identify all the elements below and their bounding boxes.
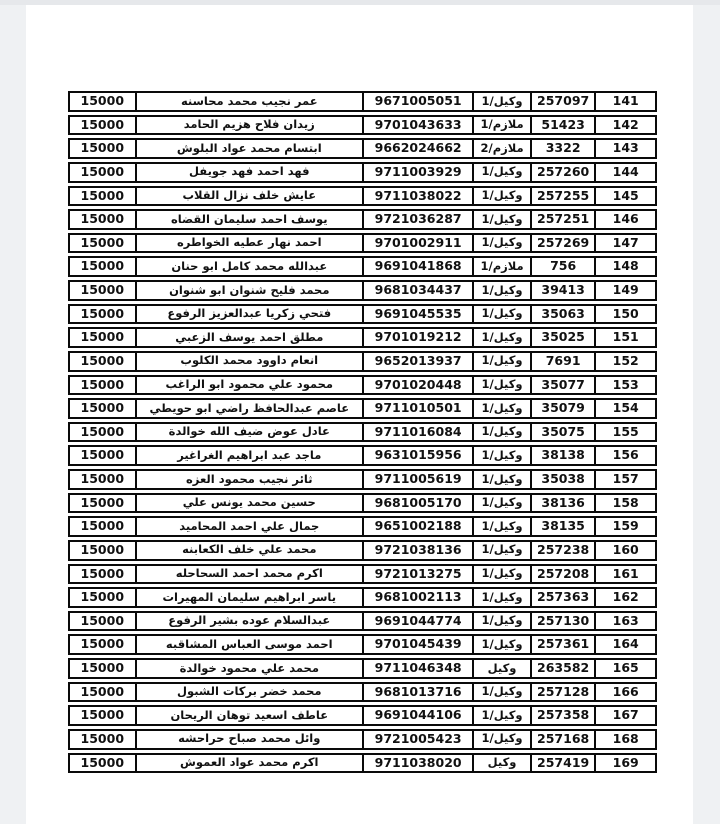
cell-id-number: 51423 bbox=[530, 117, 595, 134]
cell-rank: وكيل/1 bbox=[472, 447, 530, 464]
table-row bbox=[68, 469, 657, 490]
table-row bbox=[68, 351, 657, 372]
cell-rank: وكيل bbox=[472, 755, 530, 772]
cell-rank: وكيل/1 bbox=[472, 353, 530, 370]
table-row bbox=[68, 115, 657, 136]
cell-name: مطلق احمد يوسف الزعبي bbox=[135, 329, 362, 346]
cell-rank: وكيل/1 bbox=[472, 542, 530, 559]
table-row bbox=[68, 540, 657, 561]
cell-serial: 165 bbox=[594, 660, 655, 677]
cell-name: عاطف اسعيد توهان الريحان bbox=[135, 707, 362, 724]
cell-serial: 156 bbox=[594, 447, 655, 464]
cell-rank: وكيل bbox=[472, 660, 530, 677]
table-row bbox=[68, 280, 657, 301]
cell-id-number: 257128 bbox=[530, 684, 595, 701]
document-page bbox=[26, 5, 693, 824]
cell-rank: وكيل/1 bbox=[472, 306, 530, 323]
cell-id-number: 257358 bbox=[530, 707, 595, 724]
cell-amount: 15000 bbox=[80, 400, 125, 416]
cell-service-number: 9701020448 bbox=[362, 377, 472, 394]
table-row bbox=[68, 304, 657, 325]
cell-name: محمود علي محمود ابو الراغب bbox=[135, 377, 362, 394]
cell-rank: وكيل/1 bbox=[472, 329, 530, 346]
cell-name: محمد خضر بركات الشبول bbox=[135, 684, 362, 701]
cell-rank: وكيل/1 bbox=[472, 518, 530, 535]
cell-rank: وكيل/1 bbox=[472, 235, 530, 252]
cell-amount: 15000 bbox=[80, 352, 125, 368]
cell-service-number: 9701043633 bbox=[362, 117, 472, 134]
cell-service-number: 9711003929 bbox=[362, 164, 472, 181]
table-row bbox=[68, 658, 657, 679]
cell-serial: 150 bbox=[594, 306, 655, 323]
cell-service-number: 9721013275 bbox=[362, 566, 472, 583]
table-row bbox=[68, 422, 657, 443]
cell-service-number: 9721038136 bbox=[362, 542, 472, 559]
cell-rank: وكيل/1 bbox=[472, 93, 530, 110]
cell-amount: 15000 bbox=[80, 754, 125, 770]
cell-amount: 15000 bbox=[80, 707, 125, 723]
cell-serial: 166 bbox=[594, 684, 655, 701]
cell-name: اكرم محمد احمد السحاحله bbox=[135, 566, 362, 583]
cell-serial: 164 bbox=[594, 636, 655, 653]
cell-serial: 159 bbox=[594, 518, 655, 535]
cell-name: وائل محمد صباح حراحشه bbox=[135, 731, 362, 748]
cell-service-number: 9671005051 bbox=[362, 93, 472, 110]
cell-id-number: 257251 bbox=[530, 211, 595, 228]
table-row bbox=[68, 634, 657, 655]
cell-service-number: 9711038020 bbox=[362, 755, 472, 772]
cell-name: احمد نهار عطيه الخواطره bbox=[135, 235, 362, 252]
cell-name: عاصم عبدالحافظ راضي ابو حويطي bbox=[135, 400, 362, 417]
cell-name: محمد فليح شنوان ابو شنوان bbox=[135, 282, 362, 299]
cell-id-number: 257208 bbox=[530, 566, 595, 583]
cell-amount: 15000 bbox=[80, 376, 125, 392]
cell-amount: 15000 bbox=[80, 282, 125, 298]
cell-name: عبدالله محمد كامل ابو حنان bbox=[135, 258, 362, 275]
cell-amount: 15000 bbox=[80, 234, 125, 250]
cell-id-number: 756 bbox=[530, 258, 595, 275]
cell-name: ماجد عبد ابراهيم الغراغير bbox=[135, 447, 362, 464]
cell-id-number: 257361 bbox=[530, 636, 595, 653]
cell-amount: 15000 bbox=[80, 589, 125, 605]
cell-name: انعام داوود محمد الكلوب bbox=[135, 353, 362, 370]
cell-rank: وكيل/1 bbox=[472, 424, 530, 441]
cell-serial: 168 bbox=[594, 731, 655, 748]
cell-name: ياسر ابراهيم سليمان المهيرات bbox=[135, 589, 362, 606]
cell-name: فهد احمد فهد جويفل bbox=[135, 164, 362, 181]
cell-rank: ملازم/1 bbox=[472, 258, 530, 275]
cell-service-number: 9711046348 bbox=[362, 660, 472, 677]
cell-serial: 163 bbox=[594, 613, 655, 630]
cell-rank: ملازم/1 bbox=[472, 117, 530, 134]
cell-service-number: 9721005423 bbox=[362, 731, 472, 748]
cell-serial: 153 bbox=[594, 377, 655, 394]
cell-rank: وكيل/1 bbox=[472, 188, 530, 205]
cell-id-number: 39413 bbox=[530, 282, 595, 299]
cell-name: عادل عوض ضيف الله خوالدة bbox=[135, 424, 362, 441]
cell-service-number: 9701045439 bbox=[362, 636, 472, 653]
cell-name: زيدان فلاح هزيم الحامد bbox=[135, 117, 362, 134]
cell-name: جمال علي احمد المحاميد bbox=[135, 518, 362, 535]
cell-id-number: 263582 bbox=[530, 660, 595, 677]
cell-amount: 15000 bbox=[80, 116, 125, 132]
cell-id-number: 257168 bbox=[530, 731, 595, 748]
cell-id-number: 257255 bbox=[530, 188, 595, 205]
table-row bbox=[68, 753, 657, 774]
cell-service-number: 9701002911 bbox=[362, 235, 472, 252]
cell-serial: 154 bbox=[594, 400, 655, 417]
cell-serial: 147 bbox=[594, 235, 655, 252]
table-row bbox=[68, 445, 657, 466]
roster-table bbox=[68, 91, 657, 776]
table-row bbox=[68, 564, 657, 585]
cell-rank: وكيل/1 bbox=[472, 164, 530, 181]
table-row bbox=[68, 138, 657, 159]
cell-name: ابتسام محمد عواد البلوش bbox=[135, 140, 362, 157]
cell-serial: 158 bbox=[594, 495, 655, 512]
table-row bbox=[68, 186, 657, 207]
cell-serial: 143 bbox=[594, 140, 655, 157]
cell-service-number: 9681005170 bbox=[362, 495, 472, 512]
cell-id-number: 257363 bbox=[530, 589, 595, 606]
cell-service-number: 9691041868 bbox=[362, 258, 472, 275]
cell-id-number: 35063 bbox=[530, 306, 595, 323]
cell-id-number: 257130 bbox=[530, 613, 595, 630]
table-row bbox=[68, 233, 657, 254]
cell-rank: وكيل/1 bbox=[472, 495, 530, 512]
cell-amount: 15000 bbox=[80, 329, 125, 345]
table-row bbox=[68, 398, 657, 419]
cell-amount: 15000 bbox=[80, 660, 125, 676]
cell-amount: 15000 bbox=[80, 187, 125, 203]
cell-name: محمد علي خلف الكعابنه bbox=[135, 542, 362, 559]
table-row bbox=[68, 587, 657, 608]
cell-serial: 148 bbox=[594, 258, 655, 275]
cell-serial: 167 bbox=[594, 707, 655, 724]
cell-rank: وكيل/1 bbox=[472, 471, 530, 488]
cell-rank: وكيل/1 bbox=[472, 566, 530, 583]
cell-id-number: 257419 bbox=[530, 755, 595, 772]
cell-service-number: 9711016084 bbox=[362, 424, 472, 441]
cell-service-number: 9701019212 bbox=[362, 329, 472, 346]
cell-service-number: 9711010501 bbox=[362, 400, 472, 417]
cell-amount: 15000 bbox=[80, 683, 125, 699]
cell-id-number: 35079 bbox=[530, 400, 595, 417]
cell-name: حسين محمد يونس علي bbox=[135, 495, 362, 512]
cell-name: فتحي زكريا عبدالعزيز الرفوع bbox=[135, 306, 362, 323]
cell-service-number: 9711005619 bbox=[362, 471, 472, 488]
cell-service-number: 9691045535 bbox=[362, 306, 472, 323]
table-row bbox=[68, 705, 657, 726]
cell-id-number: 257238 bbox=[530, 542, 595, 559]
table-row bbox=[68, 682, 657, 703]
cell-serial: 144 bbox=[594, 164, 655, 181]
cell-amount: 15000 bbox=[80, 541, 125, 557]
table-row bbox=[68, 91, 657, 112]
table-row bbox=[68, 516, 657, 537]
cell-rank: ملازم/2 bbox=[472, 140, 530, 157]
cell-rank: وكيل/1 bbox=[472, 731, 530, 748]
cell-id-number: 257097 bbox=[530, 93, 595, 110]
cell-serial: 149 bbox=[594, 282, 655, 299]
cell-name: عمر نجيب محمد محاسنه bbox=[135, 93, 362, 110]
cell-service-number: 9631015956 bbox=[362, 447, 472, 464]
cell-rank: وكيل/1 bbox=[472, 377, 530, 394]
cell-serial: 145 bbox=[594, 188, 655, 205]
table-row bbox=[68, 256, 657, 277]
cell-amount: 15000 bbox=[80, 423, 125, 439]
cell-amount: 15000 bbox=[80, 211, 125, 227]
cell-amount: 15000 bbox=[80, 163, 125, 179]
cell-serial: 151 bbox=[594, 329, 655, 346]
cell-name: اكرم محمد عواد العموش bbox=[135, 755, 362, 772]
cell-service-number: 9691044106 bbox=[362, 707, 472, 724]
cell-serial: 142 bbox=[594, 117, 655, 134]
table-row bbox=[68, 209, 657, 230]
cell-amount: 15000 bbox=[80, 140, 125, 156]
cell-serial: 146 bbox=[594, 211, 655, 228]
cell-rank: وكيل/1 bbox=[472, 211, 530, 228]
cell-service-number: 9662024662 bbox=[362, 140, 472, 157]
cell-amount: 15000 bbox=[80, 494, 125, 510]
cell-amount: 15000 bbox=[80, 730, 125, 746]
cell-service-number: 9651002188 bbox=[362, 518, 472, 535]
table-row bbox=[68, 611, 657, 632]
cell-service-number: 9691044774 bbox=[362, 613, 472, 630]
cell-serial: 155 bbox=[594, 424, 655, 441]
cell-id-number: 38135 bbox=[530, 518, 595, 535]
table-row bbox=[68, 493, 657, 514]
cell-amount: 15000 bbox=[80, 93, 125, 109]
table-row bbox=[68, 162, 657, 183]
cell-rank: وكيل/1 bbox=[472, 684, 530, 701]
cell-service-number: 9681002113 bbox=[362, 589, 472, 606]
cell-id-number: 35038 bbox=[530, 471, 595, 488]
cell-rank: وكيل/1 bbox=[472, 400, 530, 417]
cell-id-number: 38138 bbox=[530, 447, 595, 464]
cell-serial: 169 bbox=[594, 755, 655, 772]
cell-amount: 15000 bbox=[80, 258, 125, 274]
cell-service-number: 9711038022 bbox=[362, 188, 472, 205]
cell-amount: 15000 bbox=[80, 518, 125, 534]
cell-serial: 141 bbox=[594, 93, 655, 110]
cell-id-number: 257260 bbox=[530, 164, 595, 181]
cell-amount: 15000 bbox=[80, 305, 125, 321]
cell-id-number: 35077 bbox=[530, 377, 595, 394]
cell-id-number: 3322 bbox=[530, 140, 595, 157]
cell-id-number: 35025 bbox=[530, 329, 595, 346]
cell-id-number: 35075 bbox=[530, 424, 595, 441]
cell-service-number: 9681013716 bbox=[362, 684, 472, 701]
cell-service-number: 9721036287 bbox=[362, 211, 472, 228]
cell-name: احمد موسى العباس المشاقبه bbox=[135, 636, 362, 653]
cell-id-number: 257269 bbox=[530, 235, 595, 252]
cell-amount: 15000 bbox=[80, 636, 125, 652]
cell-rank: وكيل/1 bbox=[472, 589, 530, 606]
cell-name: ثائر نجيب محمود العزه bbox=[135, 471, 362, 488]
cell-serial: 162 bbox=[594, 589, 655, 606]
cell-serial: 160 bbox=[594, 542, 655, 559]
cell-amount: 15000 bbox=[80, 612, 125, 628]
cell-rank: وكيل/1 bbox=[472, 636, 530, 653]
cell-rank: وكيل/1 bbox=[472, 613, 530, 630]
cell-name: محمد علي محمود خوالدة bbox=[135, 660, 362, 677]
table-row bbox=[68, 327, 657, 348]
cell-name: عايش خلف نزال القلاب bbox=[135, 188, 362, 205]
cell-amount: 15000 bbox=[80, 565, 125, 581]
cell-amount: 15000 bbox=[80, 471, 125, 487]
cell-amount: 15000 bbox=[80, 447, 125, 463]
table-row bbox=[68, 375, 657, 396]
cell-service-number: 9652013937 bbox=[362, 353, 472, 370]
cell-id-number: 7691 bbox=[530, 353, 595, 370]
table-row bbox=[68, 729, 657, 750]
cell-name: يوسف احمد سليمان القضاه bbox=[135, 211, 362, 228]
cell-serial: 161 bbox=[594, 566, 655, 583]
cell-service-number: 9681034437 bbox=[362, 282, 472, 299]
cell-serial: 157 bbox=[594, 471, 655, 488]
cell-id-number: 38136 bbox=[530, 495, 595, 512]
cell-rank: وكيل/1 bbox=[472, 707, 530, 724]
cell-name: عبدالسلام عوده بشير الرفوع bbox=[135, 613, 362, 630]
cell-rank: وكيل/1 bbox=[472, 282, 530, 299]
cell-serial: 152 bbox=[594, 353, 655, 370]
